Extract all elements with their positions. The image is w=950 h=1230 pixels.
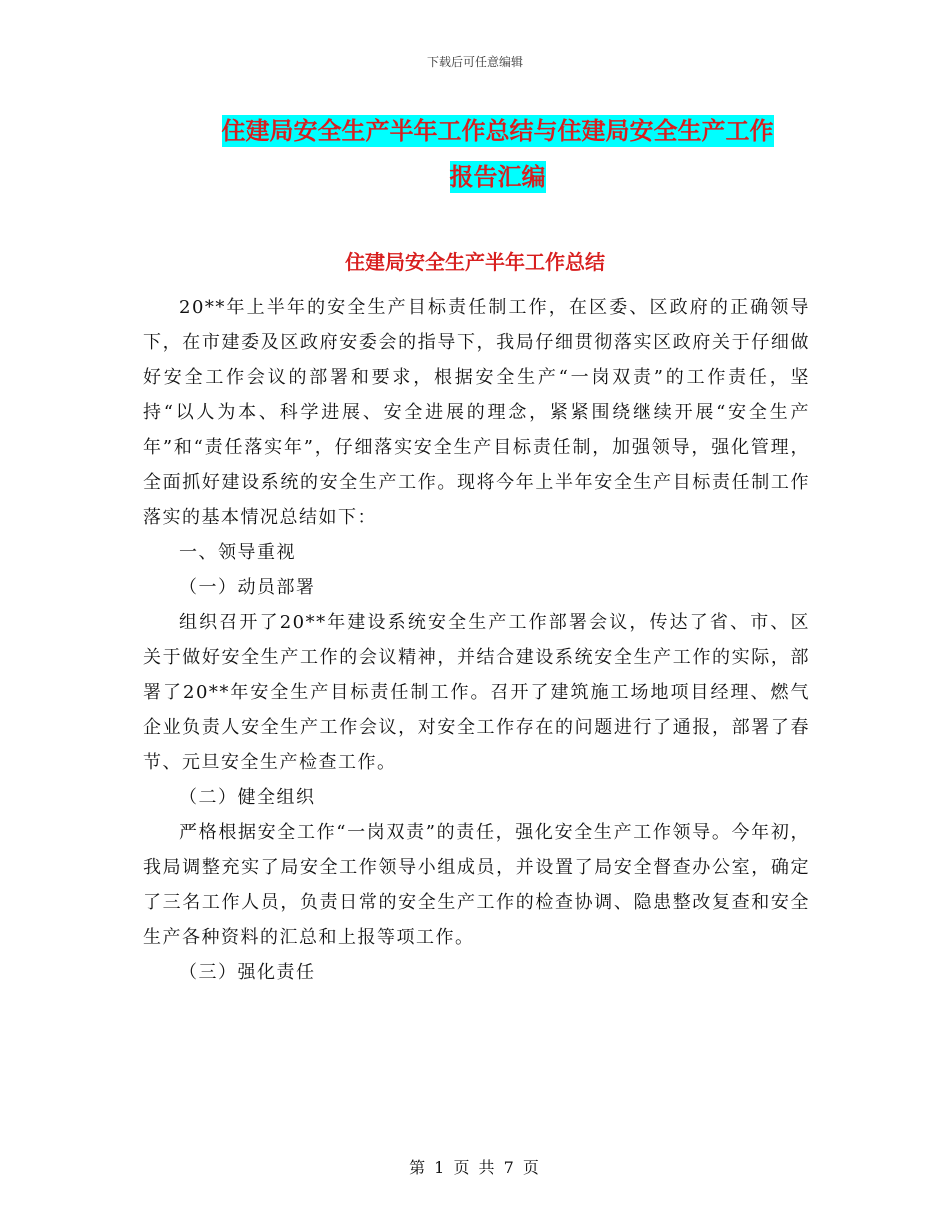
- subheading-responsibility: （三）强化责任: [179, 962, 316, 983]
- document-title-line1: 住建局安全生产半年工作总结与住建局安全生产工作: [221, 117, 774, 145]
- subheading-organization: （二）健全组织: [179, 787, 316, 808]
- paragraph-intro: 20**年上半年的安全生产目标责任制工作，在区委、区政府的正确领导下，在市建委及区政府安委会的指导下，我局仔细贯彻落实区政府关于仔细做好安全工作会议的部署和要求，根据安全生产“一岗双责”的工作责任，坚持“以人为本、科学进展、安全进展的理念，紧紧围绕继续开展“安全生产年”和“责任落实年”，仔细落实安全生产目标责任制，加强领导，强化管理，全面抓好建设系统的安全生产工作。现将今年上半年安全生产目标责任制工作落实的基本情况总结如下：: [143, 297, 810, 528]
- paragraph-organization: 严格根据安全工作“一岗双责”的责任，强化安全生产工作领导。今年初，我局调整充实了局安全工作领导小组成员，并设置了局安全督查办公室，确定了三名工作人员，负责日常的安全生产工作的检查协调、隐患整改复查和安全生产各种资料的汇总和上报等项工作。: [143, 822, 810, 948]
- document-body: [143, 290, 810, 990]
- section-title: 住建局安全生产半年工作总结: [345, 250, 605, 274]
- subheading-mobilization: （一）动员部署: [179, 577, 316, 598]
- heading-leadership: 一、领导重视: [179, 542, 296, 563]
- page-number-footer: 第 1 页 共 7 页: [409, 1158, 541, 1177]
- paragraph-mobilization: 组织召开了20**年建设系统安全生产工作部署会议，传达了省、市、区关于做好安全生产工作的会议精神，并结合建设系统安全生产工作的实际，部署了20**年安全生产目标责任制工作。召开了建筑施工场地项目经理、燃气企业负责人安全生产工作会议，对安全工作存在的问题进行了通报，部署了春节、元旦安全生产检查工作。: [143, 612, 810, 773]
- document-title-line2: 报告汇编: [449, 163, 546, 191]
- header-note: 下载后可任意编辑: [426, 55, 523, 69]
- document-title: [140, 108, 855, 200]
